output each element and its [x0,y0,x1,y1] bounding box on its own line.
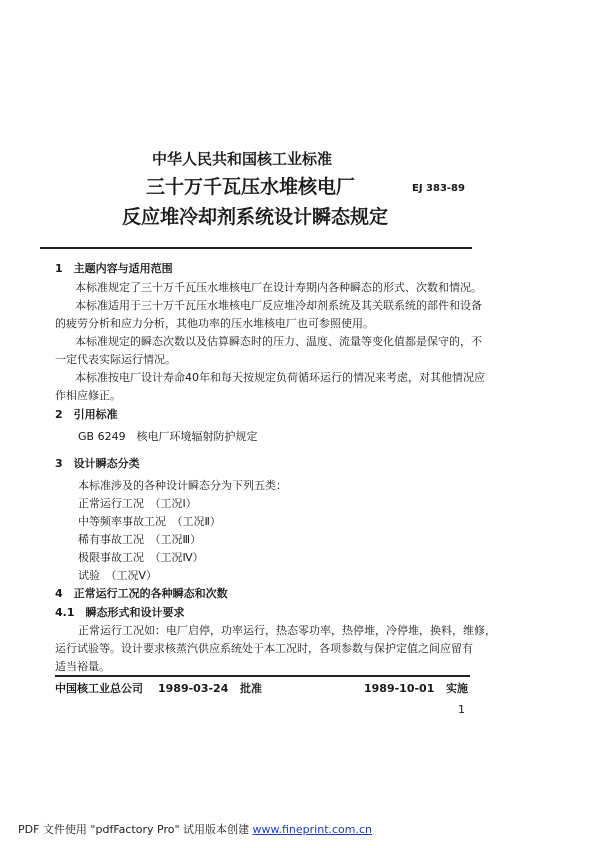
paragraph-line: 适当裕量。 [55,660,110,673]
bottom-rule [55,675,470,677]
paragraph-line: 正常运行工况如：电厂启停，功率运行，热态零功率，热停堆，冷停堆，换料，维修， [78,624,496,637]
paragraph-line: 本标准按电厂设计寿命40年和每天按规定负荷循环运行的情况来考虑，对其他情况应 [75,371,485,384]
paragraph-line: 本标准适用于三十万千瓦压水堆核电厂反应堆冷却剂系统及其关联系统的部件和设备 [75,299,482,312]
title-line2: 反应堆冷却剂系统设计瞬态规定 [122,206,389,228]
paragraph-line: 本标准涉及的各种设计瞬态分为下列五类： [78,479,287,492]
issuer: 中国核工业总公司 [55,682,143,695]
list-item: 正常运行工况 （工况Ⅰ） [78,497,197,510]
page-number: 1 [458,703,465,716]
list-item: 中等频率事故工况 （工况Ⅱ） [78,515,221,528]
top-rule [40,247,472,249]
paragraph-line: 一定代表实际运行情况。 [55,353,176,366]
list-item: 试验 （工况Ⅴ） [78,569,158,582]
effective-label: 实施 [446,682,468,695]
section-4-heading: 4 正常运行工况的各种瞬态和次数 [55,587,228,600]
section-3-heading: 3 设计瞬态分类 [55,457,140,470]
fineprint-link[interactable]: www.fineprint.com.cn [252,823,373,836]
section-1-heading: 1 主题内容与适用范围 [55,262,173,275]
effective-date: 1989-10-01 [364,682,435,695]
org-standard: 中华人民共和国核工业标准 [152,150,333,168]
paragraph-line: 的疲劳分析和应力分析，其他功率的压水堆核电厂也可参照使用。 [55,317,374,330]
list-item: 极限事故工况 （工况Ⅳ） [78,551,204,564]
title-line1: 三十万千瓦压水堆核电厂 [146,176,356,198]
standard-code: EJ 383-89 [412,183,465,194]
section-4-1-heading: 4.1 瞬态形式和设计要求 [55,606,185,619]
paragraph-line: 本标准规定的瞬态次数以及估算瞬态时的压力、温度、流量等变化值都是保守的，不 [75,335,482,348]
pdf-watermark [18,823,372,837]
paragraph-line: 运行试验等。设计要求核蒸汽供应系统处于本工况时，各项参数与保护定值之间应留有 [55,642,473,655]
reference-standard: GB 6249 核电厂环境辐射防护规定 [78,430,258,443]
paragraph-line: 作相应修正。 [55,389,121,402]
section-2-heading: 2 引用标准 [55,408,118,421]
approve-label: 批准 [240,682,262,695]
list-item: 稀有事故工况 （工况Ⅲ） [78,533,202,546]
paragraph-line: 本标准规定了三十万千瓦压水堆核电厂在设计寿期内各种瞬态的形式、次数和情况。 [75,281,482,294]
approve-date: 1989-03-24 [158,682,229,695]
watermark-text: PDF 文件使用 "pdfFactory Pro" 试用版本创建 [18,823,253,836]
